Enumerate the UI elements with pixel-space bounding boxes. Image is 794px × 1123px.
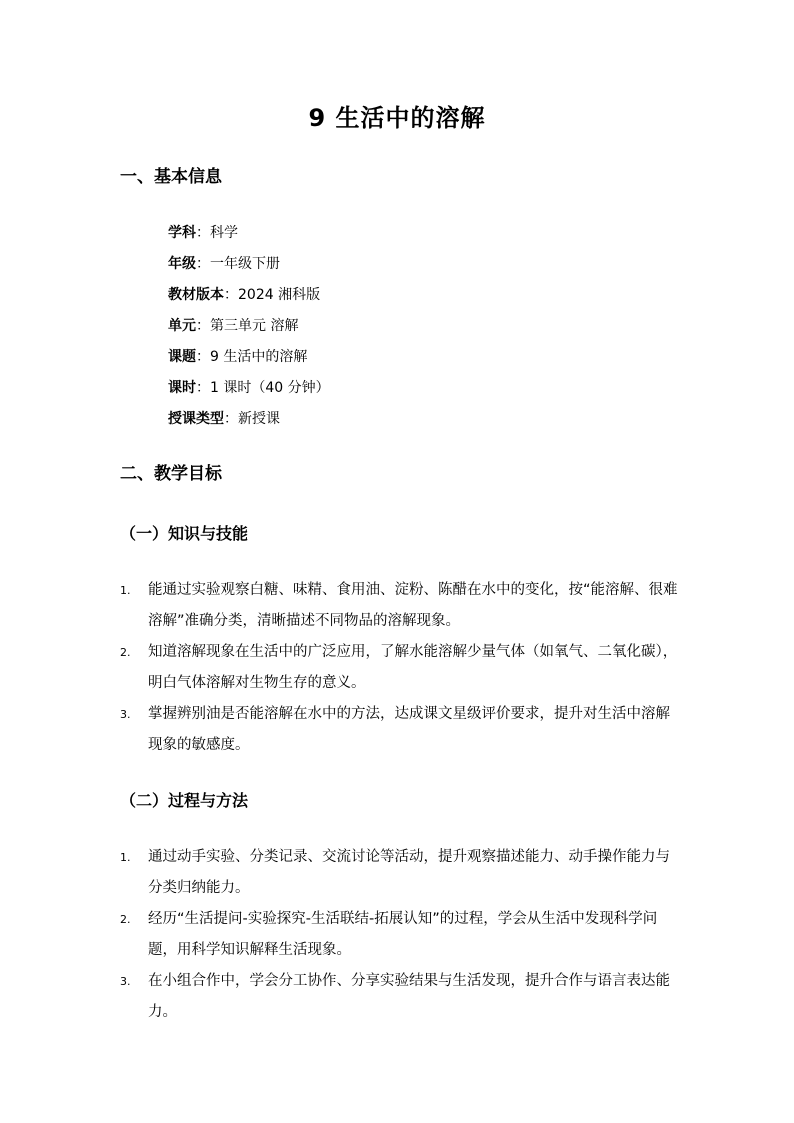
info-value: 2024 湘科版 <box>238 287 321 303</box>
process-list <box>120 842 680 1028</box>
page-title: 9 生活中的溶解 <box>308 104 486 132</box>
info-row-edition <box>168 280 330 311</box>
info-value: 9 生活中的溶解 <box>210 349 308 365</box>
list-number: 2. <box>120 646 131 659</box>
list-number: 3. <box>120 975 131 988</box>
info-key: 单元 <box>168 318 196 334</box>
list-item <box>120 575 680 637</box>
info-sep: ： <box>196 380 210 396</box>
list-item-text: 知道溶解现象在生活中的广泛应用，了解水能溶解少量气体（如氧气、二氧化碳），明白气体溶解对生物生存的意义。 <box>148 644 678 691</box>
info-value: 1 课时（40 分钟） <box>210 380 330 396</box>
info-row-unit <box>168 311 330 342</box>
knowledge-list <box>120 575 680 761</box>
info-row-topic <box>168 342 330 373</box>
list-number: 2. <box>120 913 131 926</box>
info-row-grade <box>168 249 330 280</box>
info-value: 一年级下册 <box>210 256 280 272</box>
info-key: 年级 <box>168 256 196 272</box>
list-item <box>120 637 680 699</box>
info-key: 授课类型 <box>168 411 224 427</box>
info-key: 学科 <box>168 225 196 241</box>
info-sep: ： <box>224 411 238 427</box>
info-key: 课题 <box>168 349 196 365</box>
basic-info-list <box>168 218 330 435</box>
section-heading-teaching-goals: 二、教学目标 <box>120 464 222 484</box>
info-value: 第三单元 溶解 <box>210 318 299 334</box>
info-sep: ： <box>196 318 210 334</box>
list-item-text: 能通过实验观察白糖、味精、食用油、淀粉、陈醋在水中的变化，按“能溶解、很难溶解”准确分类，清晰描述不同物品的溶解现象。 <box>148 582 678 629</box>
subsection-heading-process: （二）过程与方法 <box>120 791 249 810</box>
info-sep: ： <box>196 256 210 272</box>
info-key: 教材版本 <box>168 287 224 303</box>
list-item <box>120 842 680 904</box>
list-number: 1. <box>120 584 131 597</box>
list-item-text: 通过动手实验、分类记录、交流讨论等活动，提升观察描述能力、动手操作能力与分类归纳能力。 <box>148 849 670 896</box>
info-row-lesson-type <box>168 404 330 435</box>
list-number: 3. <box>120 708 131 721</box>
info-sep: ： <box>196 225 210 241</box>
info-value: 新授课 <box>238 411 280 427</box>
info-key: 课时 <box>168 380 196 396</box>
list-item <box>120 699 680 761</box>
list-item-text: 掌握辨别油是否能溶解在水中的方法，达成课文星级评价要求，提升对生活中溶解现象的敏感度。 <box>148 706 670 753</box>
list-item-text: 在小组合作中，学会分工协作、分享实验结果与生活发现，提升合作与语言表达能力。 <box>148 973 670 1020</box>
info-row-periods <box>168 373 330 404</box>
subsection-heading-knowledge: （一）知识与技能 <box>120 524 249 543</box>
info-row-subject <box>168 218 330 249</box>
section-heading-basic-info: 一、基本信息 <box>120 167 222 187</box>
info-sep: ： <box>196 349 210 365</box>
list-item <box>120 904 680 966</box>
info-value: 科学 <box>210 225 238 241</box>
list-number: 1. <box>120 851 131 864</box>
list-item <box>120 966 680 1028</box>
list-item-text: 经历“生活提问-实验探究-生活联结-拓展认知”的过程，学会从生活中发现科学问题，用科学知识解释生活现象。 <box>148 911 658 958</box>
info-sep: ： <box>224 287 238 303</box>
